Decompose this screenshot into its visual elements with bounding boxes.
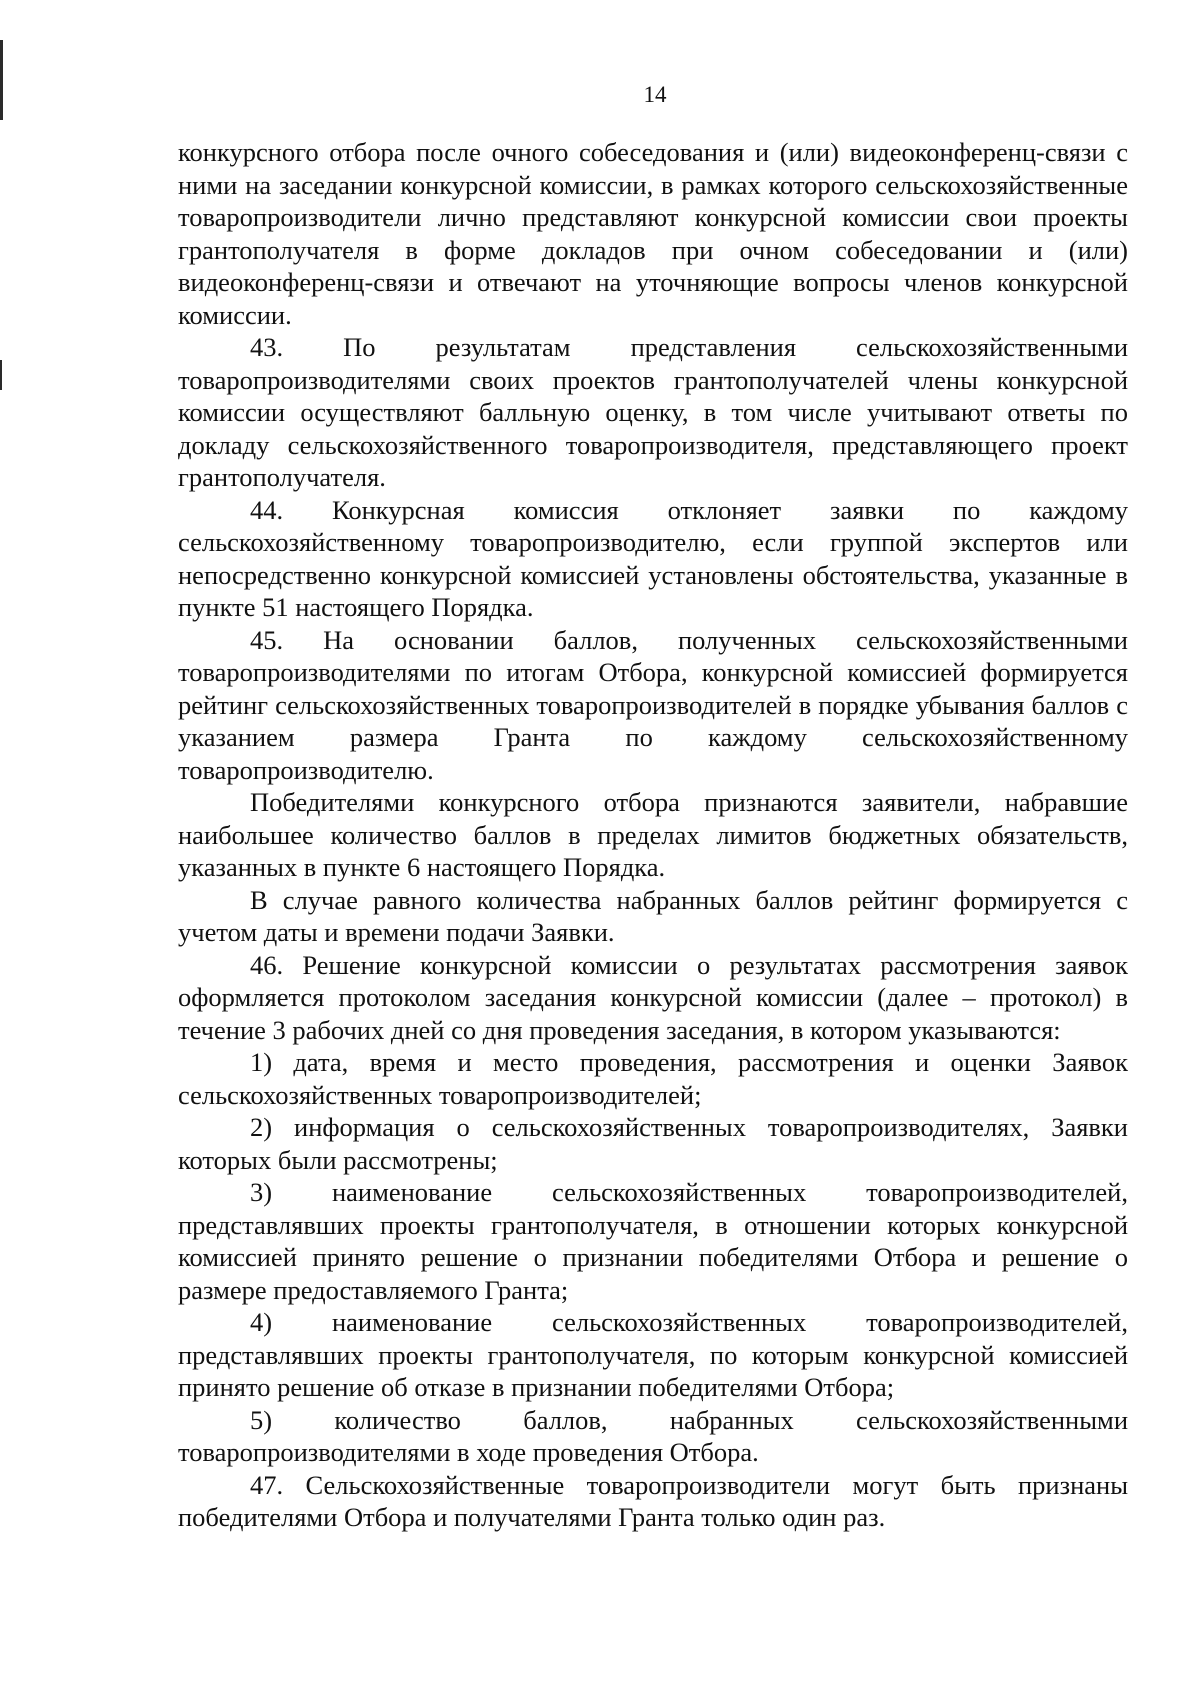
paragraph-46: 46. Решение конкурсной комиссии о результатах рассмотрения заявок оформляется протоколом заседания конкурсной комиссии (далее – протокол) в течение 3 рабочих дней со дня проведения заседания, в котором указываются: [178,949,1128,1045]
document-body [178,136,1128,1534]
scan-edge-mark-small [0,360,2,390]
list-item-5: 5) количество баллов, набранных сельскохозяйственными товаропроизводителями в ходе проведения Отбора. [178,1404,1128,1467]
list-item-4: 4) наименование сельскохозяйственных товаропроизводителей, представлявших проекты грантополучателя, по которым конкурсной комиссией принято решение об отказе в признании победителями Отбора; [178,1307,1128,1402]
list-item-1: 1) дата, время и место проведения, рассмотрения и оценки Заявок сельскохозяйственных товаропроизводителей; [178,1047,1128,1110]
paragraph-winners: Победителями конкурсного отбора признаются заявители, набравшие наибольшее количество баллов в пределах лимитов бюджетных обязательств, указанных в пункте 6 настоящего Порядка. [178,787,1128,882]
list-item-3: 3) наименование сельскохозяйственных товаропроизводителей, представлявших проекты грантополучателя, в отношении которых конкурсной комиссией принято решение о признании победителями Отбора и решение о размере предоставляемого Гранта; [178,1177,1128,1305]
page-number: 14 [643,82,667,107]
list-item-2: 2) информация о сельскохозяйственных товаропроизводителях, Заявки которых были рассмотрены; [178,1112,1128,1175]
paragraph-43: 43. По результатам представления сельскохозяйственными товаропроизводителями своих проектов грантополучателей члены конкурсной комиссии осуществляют балльную оценку, в том числе учитывают ответы по докладу сельскохозяйственного товаропроизводителя, представляющего проект грантополучателя. [178,332,1128,492]
paragraph-45: 45. На основании баллов, полученных сельскохозяйственными товаропроизводителями по итогам Отбора, конкурсной комиссией формируется рейтинг сельскохозяйственных товаропроизводителей в порядке убывания баллов с указанием размера Гранта по каждому сельскохозяйственному товаропроизводителю. [178,624,1128,785]
paragraph-44: 44. Конкурсная комиссия отклоняет заявки по каждому сельскохозяйственному товаропроизводителю, если группой экспертов или непосредственно конкурсной комиссией установлены обстоятельства, указанные в пункте 51 настоящего Порядка. [178,494,1128,622]
paragraph-47: 47. Сельскохозяйственные товаропроизводители могут быть признаны победителями Отбора и получателями Гранта только один раз. [178,1469,1128,1532]
paragraph-continuation: конкурсного отбора после очного собеседования и (или) видеоконференц-связи с ними на заседании конкурсной комиссии, в рамках которого сельскохозяйственные товаропроизводители лично представляют конкурсной комиссии свои проекты грантополучателя в форме докладов при очном собеседовании и (или) видеоконференц-связи и отвечают на уточняющие вопросы членов конкурсной комиссии. [178,137,1128,330]
paragraph-equal-score: В случае равного количества набранных баллов рейтинг формируется с учетом даты и времени подачи Заявки. [178,884,1128,947]
